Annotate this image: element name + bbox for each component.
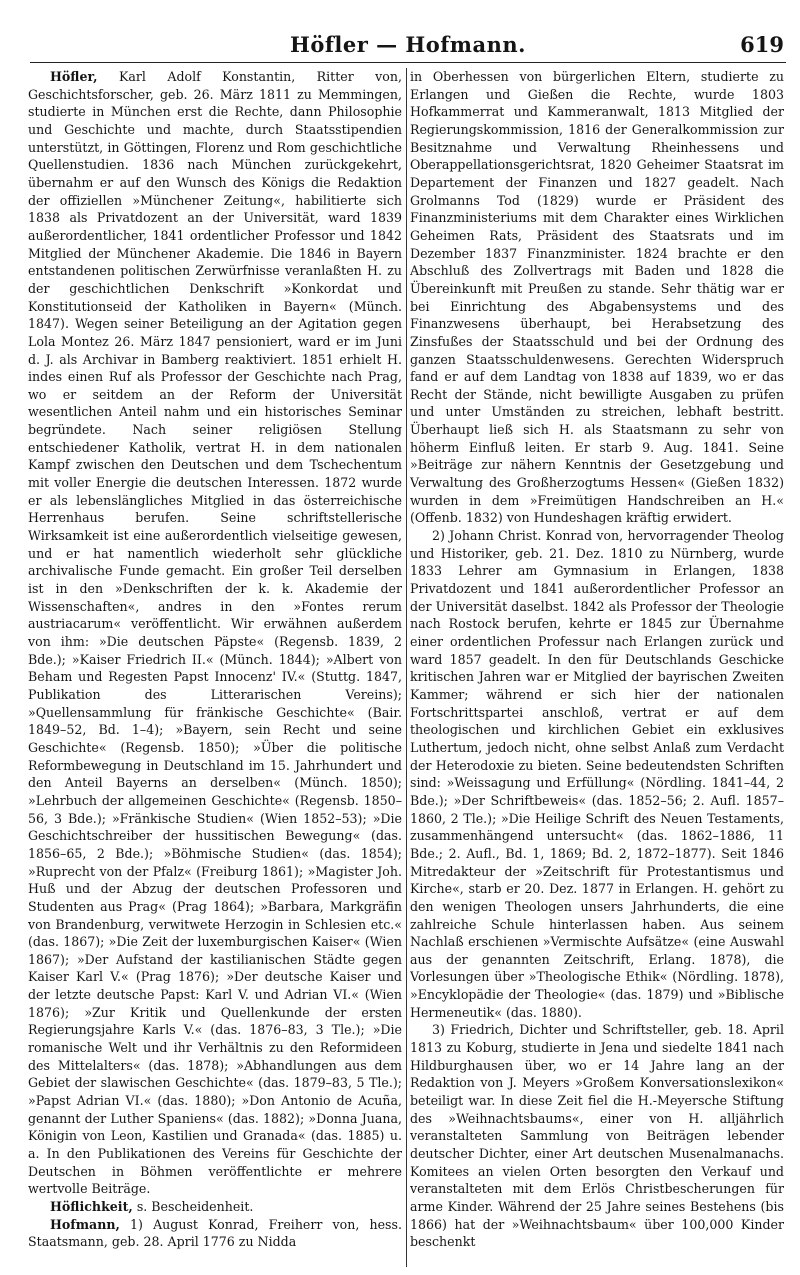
text-columns — [28, 68, 786, 1267]
entry-hoeflichkeit-text: s. Bescheidenheit. — [136, 1199, 254, 1214]
right-column — [410, 68, 784, 1267]
left-column — [28, 68, 402, 1267]
hofmann-1-continued: in Oberhessen von bürgerlichen Eltern, studierte zu Erlangen und Gießen die Rechte, wurde 1803 Hofkammerrat und Kammeranwalt, 1813 Mitglied der Regierungskommission, 1816 der Generalkommission zur Besitznahme und Verwaltung Rheinhessens und Oberappellationsgerichtsrat, 1820 Geheimer Staatsrat im Departement der Finanzen und 1827 geadelt. Nach Grolmanns Tod (1829) wurde er Präsident des Finanzministeriums mit dem Charakter eines Wirklichen Geheimen Rats, Präsident des Staatsrats und im Dezember 1837 Finanzminister. 1824 brachte er den Abschluß des Zollvertrags mit Baden und 1828 die Übereinkunft mit Preußen zu stande. Sehr thätig war er bei Einrichtung des Abgabensystems und des Finanzwesens überhaupt, bei Herabsetzung des Zinsfußes der Staatsschuld und bei der Ordnung des ganzen Staatsschuldenwesens. Gerechten Widerspruch fand er auf dem Landtag von 1838 auf 1839, wo er das Recht der Stände, nicht bewilligte Ausgaben zu prüfen und unter Umständen zu streichen, lebhaft bestritt. Überhaupt ließ sich H. als Staatsmann zu sehr von höherm Einfluß leiten. Er starb 9. Aug. 1841. Seine »Beiträge zur nähern Kenntnis der Gesetzgebung und Verwaltung des Großherzogtums Hessen« (Gießen 1832) wurden in dem »Freimütigen Handschreiben an H.« (Offenb. 1832) von Hundeshagen kräftig erwidert. — [410, 69, 784, 526]
headword-hofmann: Hofmann, — [50, 1216, 120, 1232]
page-title: Höfler — Hofmann. — [290, 32, 526, 57]
entry-hoefler-text: Karl Adolf Konstantin, Ritter von, Geschichtsforscher, geb. 26. März 1811 zu Memmingen, studierte in München erst die Rechte, dann Philosophie und Geschichte und machte, durch Staatsstipendien unterstützt, in Göttingen, Florenz und Rom geschichtliche Quellenstudien. 1836 nach München zurückgekehrt, übernahm er auf den Wunsch des Königs die Redaktion der offiziellen »Münchener Zeitung«, habilitierte sich 1838 als Privatdozent an der Universität, ward 1839 außerordentlicher, 1841 ordentlicher Professor und 1842 Mitglied der Münchener Akademie. Die 1846 in Bayern entstandenen politischen Zerwürfnisse veranlaßten H. zu der geschichtlichen Denkschrift »Konkordat und Konstitutionseid der Katholiken in Bayern« (Münch. 1847). Wegen seiner Beteiligung an der Agitation gegen Lola Montez 26. März 1847 pensioniert, ward er im Juni d. J. als Archivar in Bamberg reaktiviert. 1851 erhielt H. indes einen Ruf als Professor der Geschichte nach Prag, wo er seitdem an der Reform der Universität wesentlichen Anteil nahm und ein historisches Seminar begründete. Nach seiner religiösen Stellung entschiedener Katholik, vertrat H. in dem nationalen Kampf zwischen den Deutschen und dem Tschechentum mit voller Energie die deutschen Interessen. 1872 wurde er als lebenslängliches Mitglied in das österreichische Herrenhaus berufen. Seine schriftstellerische Wirksamkeit ist eine außerordentlich vielseitige gewesen, und er hat namentlich wiederholt sehr glückliche archivalische Funde gemacht. Ein großer Teil derselben ist in den »Denkschriften der k. k. Akademie der Wissenschaften«, andres in den »Fontes rerum austriacarum« veröffentlicht. Wir erwähnen außerdem von ihm: »Die deutschen Päpste« (Regensb. 1839, 2 Bde.); »Kaiser Friedrich II.« (Münch. 1844); »Albert von Beham und Regesten Papst Innocenz' IV.« (Stuttg. 1847, Publikation des Litterarischen Vereins); »Quellensammlung für fränkische Geschichte« (Bair. 1849–52, Bd. 1–4); »Bayern, sein Recht und seine Geschichte« (Regensb. 1850); »Über die politische Reformbewegung in Deutschland im 15. Jahrhundert und den Anteil Bayerns an derselben« (Münch. 1850); »Lehrbuch der allgemeinen Geschichte« (Regensb. 1850–56, 3 Bde.); »Fränkische Studien« (Wien 1852–53); »Die Geschichtschreiber der hussitischen Bewegung« (das. 1856–65, 2 Bde.); »Böhmische Studien« (das. 1854); »Ruprecht von der Pfalz« (Freiburg 1861); »Magister Joh. Huß und der Abzug der deutschen Professoren und Studenten aus Prag« (Prag 1864); »Barbara, Markgräfin von Brandenburg, verwitwete Herzogin in Schlesien etc.« (das. 1867); »Die Zeit der luxemburgischen Kaiser« (Wien 1867); »Der Aufstand der kastilianischen Städte gegen Kaiser Karl V.« (Prag 1876); »Der deutsche Kaiser und der letzte deutsche Papst: Karl V. und Adrian VI.« (Wien 1876); »Zur Kritik und Quellenkunde der ersten Regierungsjahre Karls V.« (das. 1876–83, 3 Tle.); »Die romanische Welt und ihr Verhältnis zu den Reformideen des Mittelalters« (das. 1878); »Abhandlungen aus dem Gebiet der slawischen Geschichte« (das. 1879–83, 5 Tle.); »Papst Adrian VI.« (das. 1880); »Don Antonio de Acuña, genannt der Luther Spaniens« (das. 1882); »Donna Juana, Königin von Leon, Kastilien und Granada« (das. 1885) u. a. In den Publikationen des Vereins für Geschichte der Deutschen in Böhmen veröffentlichte er mehrere wertvolle Beiträge. — [28, 69, 402, 1197]
entry-hoeflichkeit — [28, 1198, 402, 1216]
hofmann-3-entry: 3) Friedrich, Dichter und Schriftsteller, geb. 18. April 1813 zu Koburg, studierte in Jena und siedelte 1841 nach Hildburghausen über, wo er 14 Jahre lang an der Redaktion von J. Meyers »Großem Konversationslexikon« beteiligt war. In diese Zeit fiel die H.-Meyersche Stiftung des »Weihnachtsbaums«, einer von H. alljährlich veranstalteten Sammlung von Beiträgen lebender deutscher Dichter, einer Art deutschen Musenalmanachs. Komitees an vielen Orten besorgten den Verkauf und veranstalteten mit dem Erlös Christbescherungen für arme Kinder. Während der 25 Jahre seines Bestehens (bis 1866) hat der »Weihnachtsbaum« über 100,000 Kinder beschenkt — [410, 1022, 784, 1250]
entry-hofmann — [28, 1216, 402, 1251]
entry-hofmann-text: 1) August Konrad, Freiherr von, hess. Staatsmann, geb. 28. April 1776 zu Nidda — [28, 1216, 402, 1250]
hofmann-2-entry: 2) Johann Christ. Konrad von, hervorragender Theolog und Historiker, geb. 21. Dez. 1810 zu Nürnberg, wurde 1833 Lehrer am Gymnasium in Erlangen, 1838 Privatdozent und 1841 außerordentlicher Professor an der Universität daselbst. 1842 als Professor der Theologie nach Rostock berufen, kehrte er 1845 zur Übernahme einer ordentlichen Professur nach Erlangen zurück und ward 1857 geadelt. In den für Deutschlands Geschicke kritischen Jahren war er Mitglied der bayrischen Zweiten Kammer; während er sich hier der nationalen Fortschrittspartei anschloß, vertrat er auf dem theologischen und kirchlichen Gebiet ein exklusives Luthertum, jedoch nicht, ohne selbst Anlaß zum Verdacht der Heterodoxie zu bieten. Seine bedeutendsten Schriften sind: »Weissagung und Erfüllung« (Nördling. 1841–44, 2 Bde.); »Der Schriftbeweis« (das. 1852–56; 2. Aufl. 1857–1860, 2 Tle.); »Die Heilige Schrift des Neuen Testaments, zusammenhängend untersucht« (das. 1862–1886, 11 Bde.; 2. Aufl., Bd. 1, 1869; Bd. 2, 1872–1877). Seit 1846 Mitredakteur der »Zeitschrift für Protestantismus und Kirche«, starb er 20. Dez. 1877 in Erlangen. H. gehört zu den wenigen Theologen unsers Jahrhunderts, die eine zahlreiche Schule hinterlassen haben. Aus seinem Nachlaß erschienen »Vermischte Aufsätze« (eine Auswahl aus der genannten Zeitschrift, Erlang. 1878), die Vorlesungen über »Theologische Ethik« (Nördling. 1878), »Encyklopädie der Theologie« (das. 1879) und »Biblische Hermeneutik« (das. 1880). — [410, 528, 784, 1020]
headword-hoefler: Höfler, — [50, 69, 98, 84]
column-divider — [406, 68, 407, 1267]
page-number: 619 — [740, 32, 784, 57]
running-head — [30, 28, 786, 63]
headword-hoeflichkeit: Höflichkeit, — [50, 1199, 133, 1214]
entry-hoefler — [28, 68, 402, 1198]
